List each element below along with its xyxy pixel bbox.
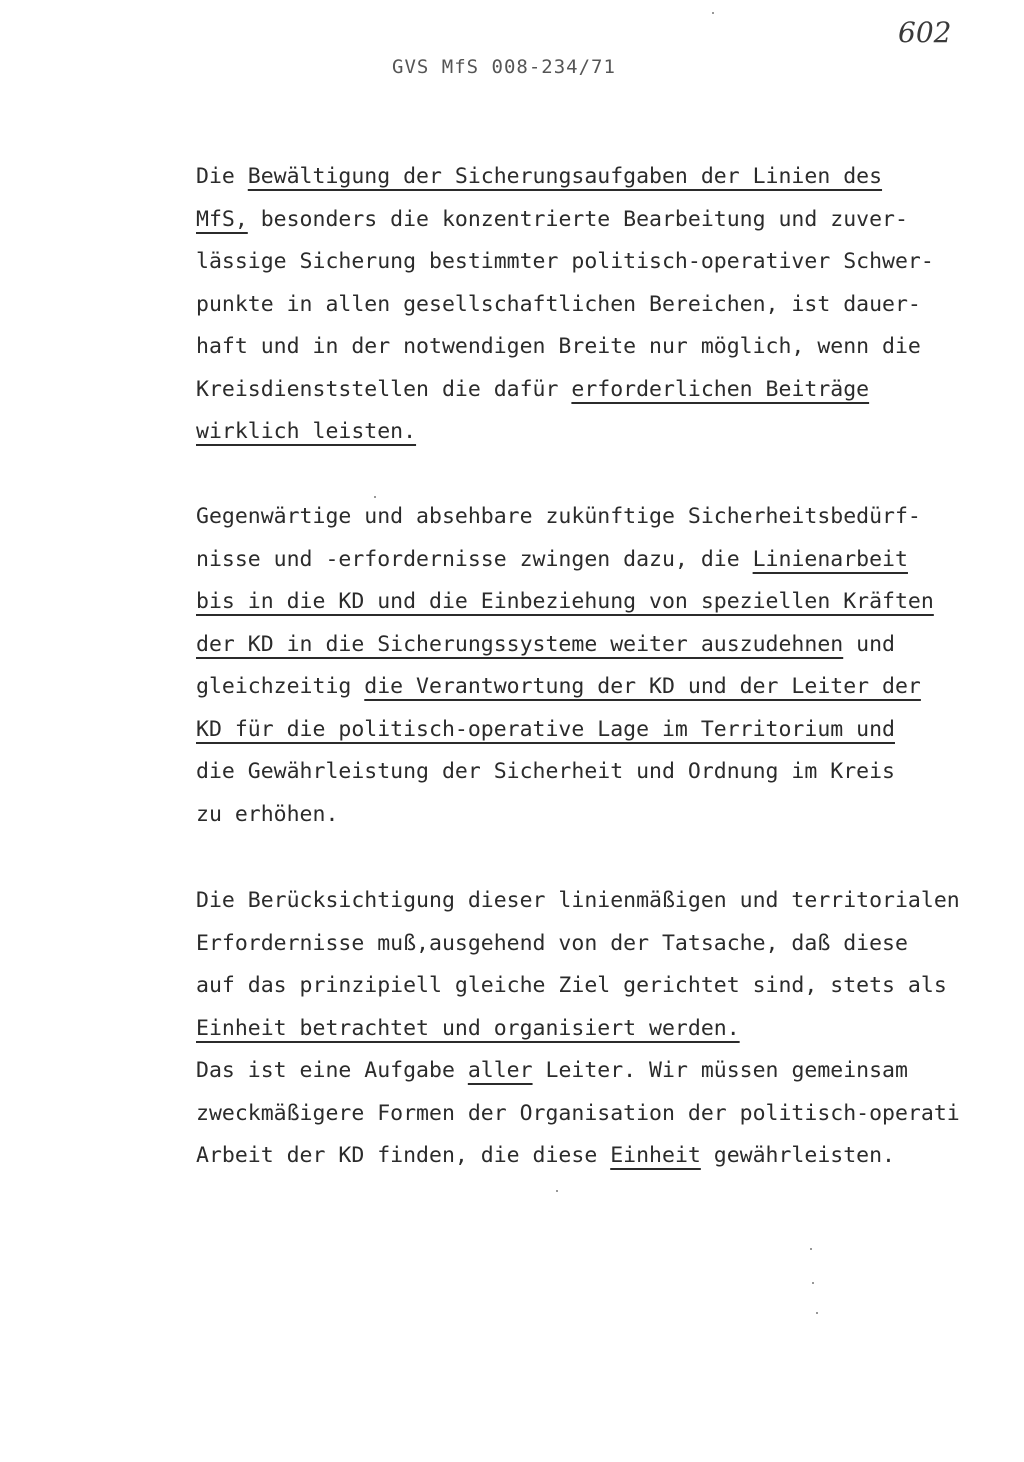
text-line [196, 1135, 996, 1178]
text-segment: punkte in allen gesellschaftlichen Bereichen, ist dauer- [196, 291, 921, 317]
text-line [196, 539, 996, 582]
scan-speck [816, 1312, 818, 1314]
paragraph-3 [196, 880, 996, 1178]
text-line [196, 794, 996, 837]
text-line [196, 709, 996, 752]
text-segment: die Gewährleistung der Sicherheit und Ordnung im Kreis [196, 759, 895, 784]
text-segment: lässige Sicherung bestimmter politisch-operativer Schwer- [196, 249, 934, 274]
text-line [196, 156, 996, 199]
text-segment: gewährleisten. [700, 1143, 895, 1168]
text-segment: nisse und -erfordernisse zwingen dazu, die [196, 546, 753, 572]
text-line [196, 965, 996, 1008]
text-line [196, 923, 996, 966]
text-segment: und [843, 631, 895, 657]
underlined-text: MfS, [196, 206, 248, 232]
scan-speck [556, 1190, 558, 1192]
text-segment: besonders die konzentrierte Bearbeitung und zuver- [247, 206, 908, 232]
text-line [196, 666, 996, 709]
underlined-text: der KD in die Sicherungssysteme weiter auszudehnen [196, 631, 844, 657]
text-line [196, 369, 996, 412]
underlined-text: Einheit betrachtet und organisiert werden. [196, 1015, 740, 1041]
underlined-text: aller [467, 1058, 533, 1083]
text-segment: Leiter. Wir müssen gemeinsam [532, 1058, 908, 1083]
text-segment: zu erhöhen. [196, 801, 339, 827]
page-number: 602 [898, 16, 952, 49]
underlined-text: KD für die politisch-operative Lage im Territorium und [196, 716, 895, 742]
scan-speck [810, 1248, 812, 1250]
document-reference: GVS MfS 008-234/71 [392, 56, 616, 78]
text-line [196, 284, 996, 327]
underlined-text: erforderlichen Beiträge [571, 376, 870, 402]
text-line [196, 199, 996, 242]
text-line [196, 496, 996, 539]
text-segment: haft und in der notwendigen Breite nur möglich, wenn die [196, 334, 921, 359]
text-segment: Erfordernisse muß,ausgehend von der Tatsache, daß diese [196, 930, 908, 956]
scan-speck [374, 496, 376, 498]
text-segment: zweckmäßigere Formen der Organisation der politisch-operati [196, 1100, 960, 1126]
scan-speck [812, 1282, 814, 1284]
paragraph-2 [196, 496, 996, 836]
text-segment: gleichzeitig [196, 674, 365, 699]
text-segment: auf das prinzipiell gleiche Ziel gerichtet sind, stets als [196, 973, 947, 998]
text-line [196, 1093, 996, 1136]
underlined-text: die Verantwortung der KD und der Leiter der [364, 674, 921, 699]
text-line [196, 1008, 996, 1051]
underlined-text: Einheit [610, 1143, 701, 1168]
text-line [196, 241, 996, 284]
text-line [196, 411, 996, 454]
text-line [196, 581, 996, 624]
text-segment: Die [196, 164, 248, 189]
underlined-text: wirklich leisten. [196, 419, 417, 444]
text-segment: Arbeit der KD finden, die diese [196, 1143, 611, 1168]
text-segment: Kreisdienststellen die dafür [196, 376, 572, 402]
underlined-text: bis in die KD und die Einbeziehung von speziellen Kräften [196, 589, 934, 614]
text-line [196, 880, 996, 923]
text-line [196, 1050, 996, 1093]
text-line [196, 326, 996, 369]
text-segment: Gegenwärtige und absehbare zukünftige Sicherheitsbedürf- [196, 504, 921, 529]
paragraph-1 [196, 156, 996, 454]
underlined-text: Bewältigung der Sicherungsaufgaben der Linien des [247, 164, 883, 189]
scan-speck [712, 12, 714, 14]
text-segment: Die Berücksichtigung dieser linienmäßigen und territorialen [196, 888, 960, 913]
text-segment: Das ist eine Aufgabe [196, 1058, 468, 1083]
underlined-text: Linienarbeit [752, 546, 908, 572]
text-line [196, 624, 996, 667]
text-line [196, 751, 996, 794]
